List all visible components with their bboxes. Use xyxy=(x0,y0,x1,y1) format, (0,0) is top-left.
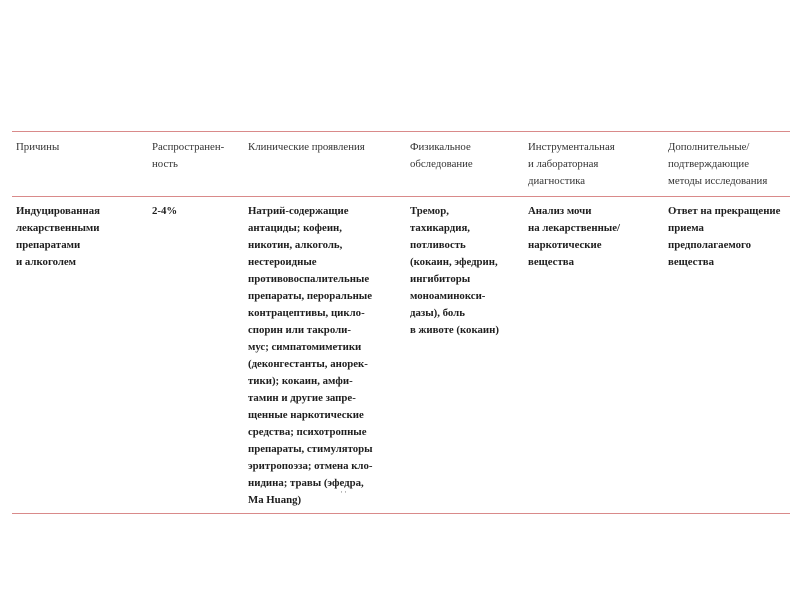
table-body xyxy=(12,197,790,514)
cell-clinical: Натрий-содержащие антациды; кофеин, никотин, алкоголь, нестероидные противовоспалительные препараты, пероральные контрацептивы, цикло- спорин или такроли- мус; симпатомиметики (деконгестанты, анорек- тики); кокаин, амфи- тамин и другие запре- щенные наркотические средства; психотропные препараты, стимуляторы эритропоэза; отмена кло- нидина; травы (эфедра, Ma Huang) xyxy=(248,205,373,506)
header-row xyxy=(12,132,790,197)
table-row xyxy=(12,197,790,514)
table-header xyxy=(12,132,790,197)
cell-prevalence: 2-4% xyxy=(152,205,178,217)
header-physical-exam: Физикальное обследование xyxy=(410,141,473,170)
cell-instrumental: Анализ мочи на лекарственные/ наркотические вещества xyxy=(528,205,621,268)
cell-physical: Тремор, тахикардия, потливость (кокаин, эфедрин, ингибиторы моноаминокси- дазы), боль в животе (кокаин) xyxy=(410,205,499,336)
page-number-fragment: ·· xyxy=(340,487,348,497)
diagnosis-table xyxy=(12,131,790,514)
header-instrumental-lab-diagnostics: Инструментальная и лабораторная диагностика xyxy=(528,141,615,187)
header-additional-methods: Дополнительные/ подтверждающие методы исследования xyxy=(668,141,768,187)
header-prevalence: Распространен- ность xyxy=(152,141,225,170)
cell-cause: Индуцированная лекарственными препаратами и алкоголем xyxy=(16,205,100,268)
header-clinical-manifestations: Клинические проявления xyxy=(248,141,365,153)
header-causes: Причины xyxy=(16,141,60,153)
cell-additional: Ответ на прекращение приема предполагаемого вещества xyxy=(668,205,781,268)
